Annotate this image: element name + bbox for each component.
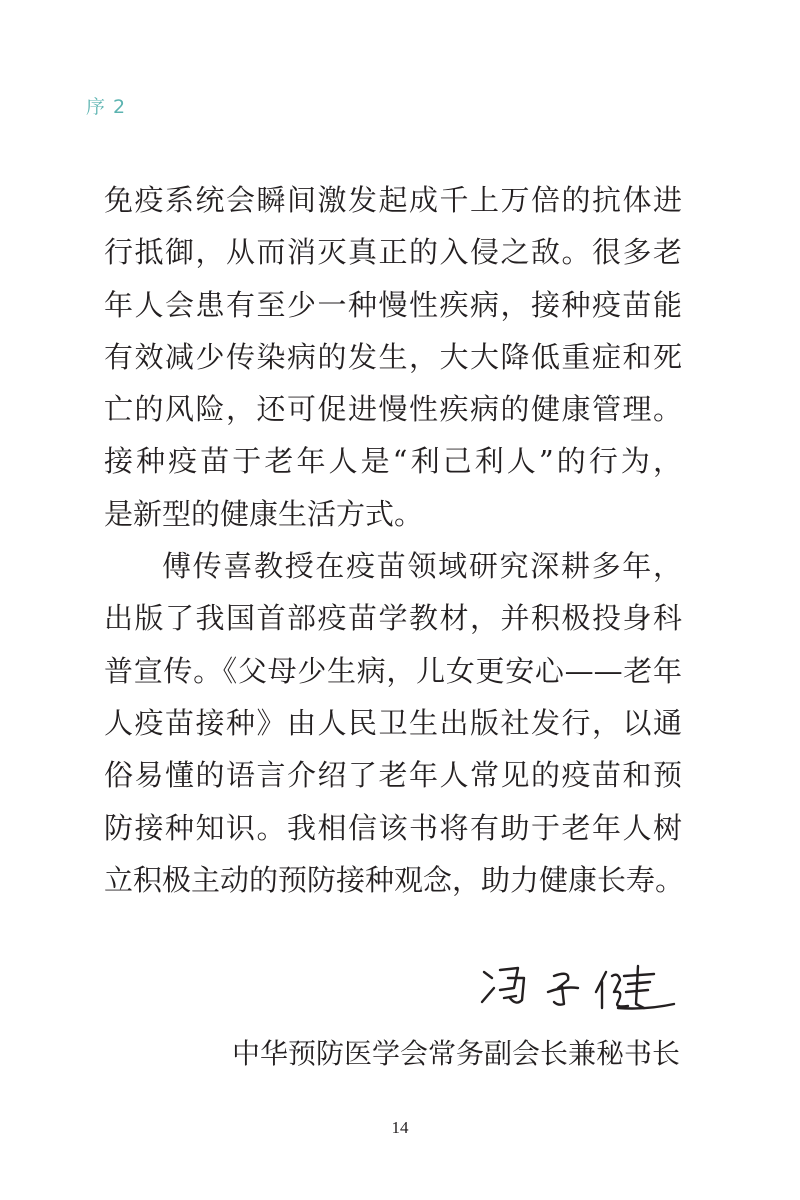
body-line: 接种疫苗于老年人是“利己利人”的行为， xyxy=(104,444,682,479)
body-line: 亡的风险，还可促进慢性疾病的健康管理。 xyxy=(104,392,682,427)
body-line: 防接种知识。我相信该书将有助于老年人树 xyxy=(104,810,682,845)
body-line: 行抵御，从而消灭真正的入侵之敌。很多老 xyxy=(104,235,682,270)
body-line: 出版了我国首部疫苗学教材，并积极投身科 xyxy=(104,601,682,636)
body-line: 傅传喜教授在疫苗领域研究深耕多年， xyxy=(162,549,682,584)
body-text xyxy=(104,174,685,906)
body-line: 是新型的健康生活方式。 xyxy=(104,496,424,531)
body-line: 普宣传。《父母少生病，儿女更安心——老年 xyxy=(104,653,682,688)
body-line: 俗易懂的语言介绍了老年人常见的疫苗和预 xyxy=(104,758,682,793)
page-number: 14 xyxy=(391,1118,409,1137)
body-line: 有效减少传染病的发生，大大降低重症和死 xyxy=(104,339,682,374)
body-line: 人疫苗接种》由人民卫生出版社发行，以通 xyxy=(104,705,682,740)
author-title: 中华预防医学会常务副会长兼秘书长 xyxy=(231,1037,680,1070)
body-line: 立积极主动的预防接种观念，助力健康长寿。 xyxy=(104,862,685,897)
section-label: 序 2 xyxy=(86,96,127,118)
body-line: 免疫系统会瞬间激发起成千上万倍的抗体进 xyxy=(104,183,682,217)
handwritten-signature-icon xyxy=(478,958,678,1018)
body-line: 年人会患有至少一种慢性疾病，接种疫苗能 xyxy=(104,287,682,322)
